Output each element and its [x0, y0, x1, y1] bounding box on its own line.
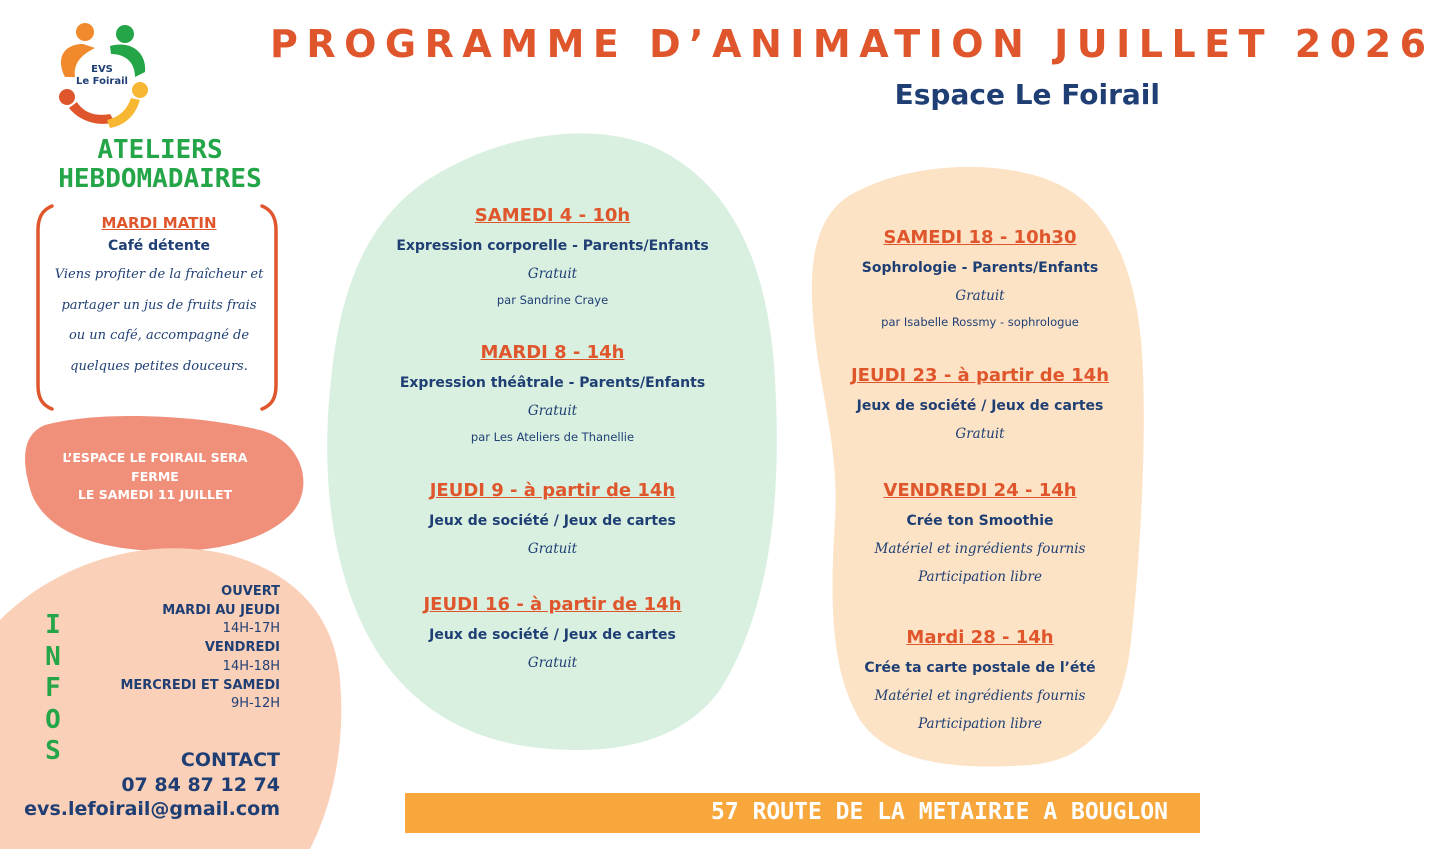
hours-line: 9H-12H [230, 696, 280, 712]
infos-letter: S [45, 736, 61, 766]
event-date: MARDI 8 - 14h [480, 342, 625, 363]
event-presenter: par Sandrine Craye [496, 293, 609, 307]
event-note: Gratuit [955, 426, 1005, 442]
event-date: Mardi 28 - 14h [906, 627, 1054, 648]
contact-label: CONTACT [180, 749, 280, 771]
event-name: Jeux de société / Jeux de cartes [429, 513, 676, 529]
event-note: Gratuit [527, 403, 578, 419]
event-item [830, 226, 1130, 330]
event-item [380, 341, 725, 445]
event-name: Sophrologie - Parents/Enfants [861, 260, 1099, 276]
weekly-description [40, 260, 278, 382]
event-note: Gratuit [527, 266, 578, 282]
event-item [830, 479, 1130, 587]
ateliers-heading-line1: ATELIERS [97, 135, 223, 165]
weekly-workshop [40, 214, 278, 382]
event-name: Expression corporelle - Parents/Enfants [396, 238, 709, 254]
contact-email[interactable]: evs.lefoirail@gmail.com [24, 798, 280, 820]
weekly-desc-line: ou un café, accompagné de [68, 328, 250, 343]
logo-line1: EVS [91, 64, 113, 75]
address-text: 57 ROUTE DE LA METAIRIE A BOUGLON [711, 799, 1168, 825]
infos-letter: N [45, 641, 61, 672]
event-name: Crée ton Smoothie [906, 513, 1054, 529]
event-note: Matériel et ingrédients fournis [874, 541, 1086, 557]
event-item [380, 479, 725, 559]
logo-line2: Le Foirail [76, 76, 128, 87]
event-name: Jeux de société / Jeux de cartes [856, 398, 1104, 414]
contact-phone[interactable]: 07 84 87 12 74 [121, 774, 280, 796]
hours-line: 14H-18H [222, 658, 280, 674]
event-item [380, 204, 725, 308]
weekly-desc-line: partager un jus de fruits frais [61, 297, 257, 313]
infos-letter: O [45, 704, 61, 735]
event-note: Gratuit [955, 288, 1005, 304]
event-date: VENDREDI 24 - 14h [883, 480, 1077, 501]
hours-line: MERCREDI ET SAMEDI [120, 677, 280, 693]
event-date: JEUDI 9 - à partir de 14h [429, 480, 676, 501]
page-subtitle: Espace Le Foirail [894, 78, 1160, 111]
page-title: PROGRAMME D’ANIMATION JUILLET 2026 [270, 22, 1435, 66]
closed-notice-line: LE SAMEDI 11 JUILLET [77, 487, 233, 502]
opening-hours [60, 583, 280, 714]
event-note: Gratuit [527, 541, 578, 557]
event-date: JEUDI 16 - à partir de 14h [423, 594, 682, 615]
event-date: JEUDI 23 - à partir de 14h [850, 365, 1110, 386]
ateliers-heading-line2: HEBDOMADAIRES [58, 164, 262, 194]
weekly-name: Café détente [107, 238, 211, 254]
hours-line: 14H-17H [222, 621, 280, 637]
event-note: Participation libre [918, 569, 1042, 585]
ateliers-heading [40, 136, 280, 194]
hours-line: MARDI AU JEUDI [162, 602, 280, 618]
infos-letter: F [45, 673, 61, 703]
event-note: Matériel et ingrédients fournis [874, 688, 1086, 704]
address-bar [405, 793, 1200, 833]
hours-line: VENDREDI [204, 640, 280, 656]
event-item [830, 364, 1130, 444]
weekly-desc-line: quelques petites douceurs. [70, 358, 248, 374]
logo-text [62, 64, 142, 88]
event-date: SAMEDI 18 - 10h30 [883, 227, 1077, 248]
hours-line: OUVERT [221, 584, 280, 599]
contact-block [60, 748, 280, 798]
event-name: Crée ta carte postale de l’été [864, 660, 1096, 676]
event-item [830, 626, 1130, 734]
event-date: SAMEDI 4 - 10h [474, 205, 631, 226]
closed-notice-line: L’ESPACE LE FOIRAIL SERA [62, 450, 248, 465]
event-presenter: par Isabelle Rossmy - sophrologue [881, 315, 1079, 329]
event-name: Expression théâtrale - Parents/Enfants [399, 375, 706, 391]
weekly-desc-line: Viens profiter de la fraîcheur et [54, 267, 264, 282]
infos-letter: I [45, 610, 61, 640]
event-note: Gratuit [527, 655, 578, 671]
closed-notice-line: FERME [131, 468, 179, 484]
event-presenter: par Les Ateliers de Thanellie [470, 430, 635, 444]
event-item [380, 593, 725, 673]
closed-notice [40, 449, 270, 505]
weekly-day: MARDI MATIN [101, 214, 217, 232]
event-name: Jeux de société / Jeux de cartes [429, 627, 676, 643]
event-note: Participation libre [918, 716, 1042, 732]
